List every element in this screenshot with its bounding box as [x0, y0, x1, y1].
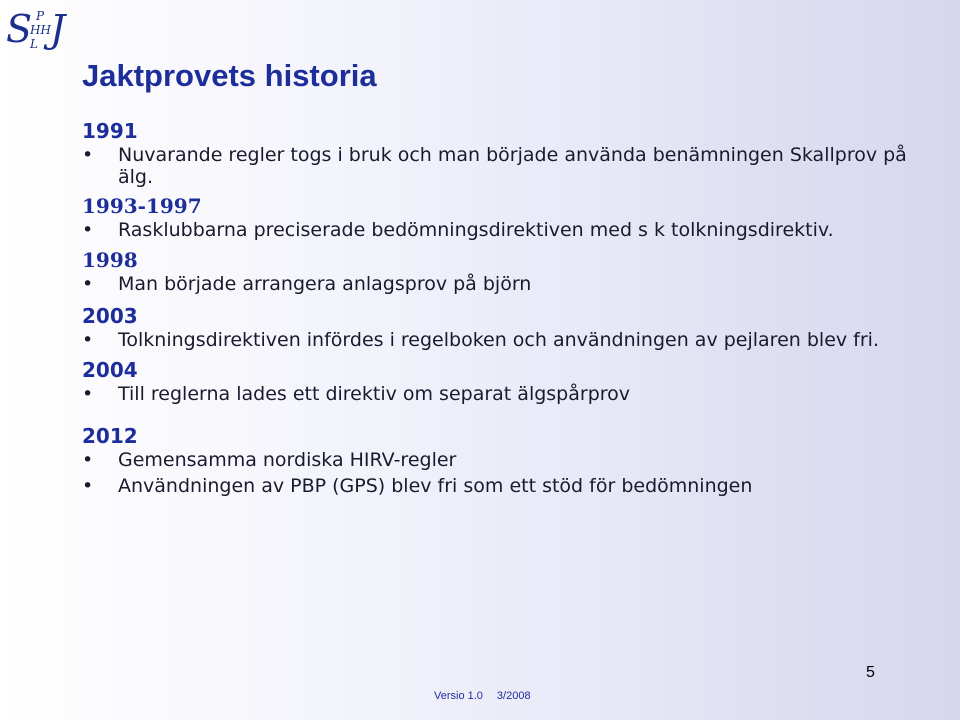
year-heading: 2003 — [82, 304, 138, 328]
section-2003 — [82, 303, 942, 351]
list-item — [82, 329, 942, 351]
section-2012 — [82, 423, 942, 497]
logo-letter-p: P — [36, 9, 45, 23]
list-item — [82, 475, 942, 497]
shhlj-logo — [6, 4, 72, 50]
history-list — [82, 118, 942, 497]
logo-letter-j: J — [50, 7, 66, 51]
section-2004 — [82, 357, 942, 405]
year-heading: 2012 — [82, 424, 138, 448]
year-heading: 2004 — [82, 358, 138, 382]
bullet-icon: • — [82, 219, 94, 241]
item-text: Till reglerna lades ett direktiv om separat älgspårprov — [118, 383, 631, 405]
version-label: Versio 1.0 — [434, 690, 483, 702]
year-heading: 1998 — [82, 248, 138, 272]
bullet-icon: • — [82, 329, 94, 351]
slide-footer — [434, 690, 545, 702]
item-text: Användningen av PBP (GPS) blev fri som ett stöd för bedömningen — [118, 475, 753, 497]
item-text: Tolkningsdirektiven infördes i regelboken och användningen av pejlaren blev fri. — [118, 329, 879, 351]
year-heading: 1993-1997 — [82, 194, 202, 218]
bullet-icon: • — [82, 273, 94, 295]
bullet-icon: • — [82, 475, 94, 497]
logo-letters-hh: HH — [30, 23, 51, 37]
slide-title: Jaktprovets historia — [82, 58, 377, 93]
list-item — [82, 219, 942, 241]
item-text: Gemensamma nordiska HIRV-regler — [118, 449, 457, 471]
year-heading: 1991 — [82, 119, 138, 143]
bullet-icon: • — [82, 449, 94, 471]
section-1998 — [82, 247, 942, 295]
page-number: 5 — [866, 664, 875, 681]
item-text: Rasklubbarna preciserade bedömningsdirektiven med s k tolkningsdirektiv. — [118, 219, 834, 241]
logo-letter-l: L — [30, 37, 38, 51]
item-text: Man började arrangera anlagsprov på björn — [118, 273, 532, 295]
list-item — [82, 449, 942, 471]
list-item — [82, 273, 942, 295]
list-item — [82, 383, 942, 405]
date-label: 3/2008 — [496, 690, 531, 702]
list-item — [82, 144, 942, 188]
bullet-icon: • — [82, 383, 94, 405]
logo-letter-s: S — [6, 7, 33, 51]
section-1991 — [82, 118, 942, 188]
bullet-icon: • — [82, 144, 94, 166]
section-1993-1997 — [82, 193, 942, 241]
item-text: Nuvarande regler togs i bruk och man började använda benämningen Skallprov på älg. — [118, 144, 907, 188]
